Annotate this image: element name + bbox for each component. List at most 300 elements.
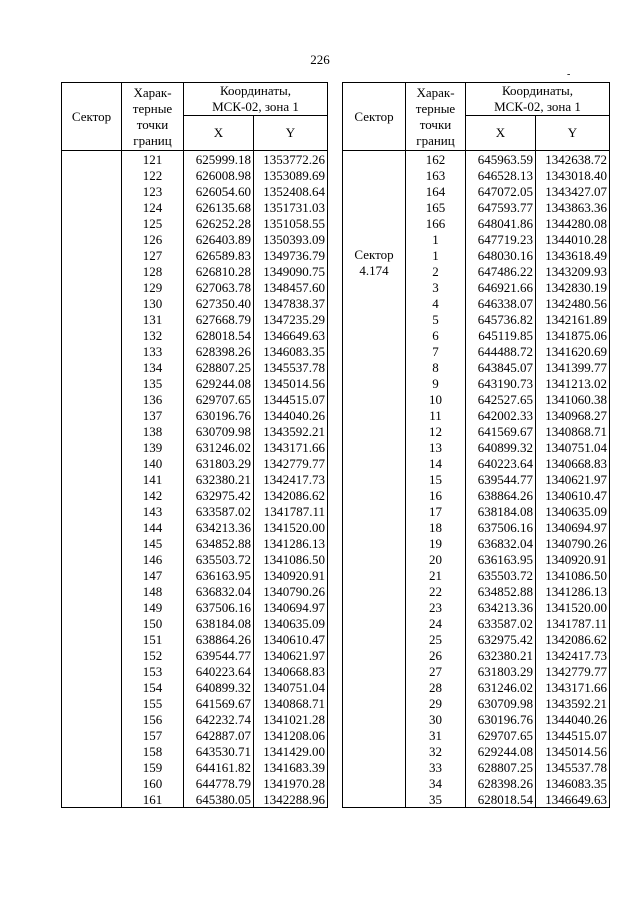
sector-cell xyxy=(62,263,122,279)
point-number-cell: 163 xyxy=(406,167,466,183)
sector-cell xyxy=(343,519,406,535)
sector-cell xyxy=(343,759,406,775)
table-row xyxy=(62,535,328,551)
table-row xyxy=(62,743,328,759)
x-coordinate-cell: 640223.64 xyxy=(466,455,536,471)
sector-cell xyxy=(343,215,406,231)
sector-cell xyxy=(343,327,406,343)
point-number-cell: 162 xyxy=(406,151,466,168)
x-coordinate-cell: 628807.25 xyxy=(184,359,254,375)
point-number-cell: 147 xyxy=(122,567,184,583)
point-number-cell: 133 xyxy=(122,343,184,359)
point-number-cell: 23 xyxy=(406,599,466,615)
y-coordinate-cell: 1348457.60 xyxy=(254,279,328,295)
table-row xyxy=(62,679,328,695)
x-coordinate-cell: 634852.88 xyxy=(466,583,536,599)
point-number-cell: 8 xyxy=(406,359,466,375)
sector-cell xyxy=(343,535,406,551)
y-coordinate-cell: 1353772.26 xyxy=(254,151,328,168)
y-coordinate-cell: 1340920.91 xyxy=(254,567,328,583)
table-row xyxy=(343,343,610,359)
y-coordinate-cell: 1340968.27 xyxy=(536,407,610,423)
table-row xyxy=(62,583,328,599)
page-number: 226 xyxy=(310,52,330,67)
y-coordinate-cell: 1342638.72 xyxy=(536,151,610,168)
x-coordinate-cell: 646338.07 xyxy=(466,295,536,311)
table-row xyxy=(62,727,328,743)
sector-cell xyxy=(62,615,122,631)
sector-cell xyxy=(343,295,406,311)
sector-cell xyxy=(62,775,122,791)
table-row xyxy=(62,423,328,439)
point-number-cell: 160 xyxy=(122,775,184,791)
table-row xyxy=(62,663,328,679)
y-coordinate-cell: 1340751.04 xyxy=(536,439,610,455)
point-number-cell: 135 xyxy=(122,375,184,391)
x-coordinate-cell: 629707.65 xyxy=(466,727,536,743)
point-number-cell: 22 xyxy=(406,583,466,599)
y-coordinate-cell: 1345537.78 xyxy=(536,759,610,775)
table-row xyxy=(343,455,610,471)
point-number-cell: 28 xyxy=(406,679,466,695)
sector-cell xyxy=(62,183,122,199)
point-number-cell: 9 xyxy=(406,375,466,391)
point-number-cell: 30 xyxy=(406,711,466,727)
header-sector: Сектор xyxy=(343,83,406,151)
point-number-cell: 158 xyxy=(122,743,184,759)
y-coordinate-cell: 1341620.69 xyxy=(536,343,610,359)
y-coordinate-cell: 1342417.73 xyxy=(254,471,328,487)
table-row xyxy=(62,151,328,168)
point-number-cell: 145 xyxy=(122,535,184,551)
left-table-body xyxy=(62,151,328,808)
table-row xyxy=(343,567,610,583)
x-coordinate-cell: 638184.08 xyxy=(466,503,536,519)
y-coordinate-cell: 1342288.96 xyxy=(254,791,328,808)
y-coordinate-cell: 1340920.91 xyxy=(536,551,610,567)
point-number-cell: 150 xyxy=(122,615,184,631)
y-coordinate-cell: 1341086.50 xyxy=(254,551,328,567)
table-row xyxy=(343,471,610,487)
point-number-cell: 130 xyxy=(122,295,184,311)
table-row xyxy=(343,407,610,423)
table-row xyxy=(343,791,610,808)
sector-cell xyxy=(343,407,406,423)
table-row xyxy=(343,663,610,679)
x-coordinate-cell: 632975.42 xyxy=(184,487,254,503)
table-row xyxy=(62,343,328,359)
x-coordinate-cell: 625999.18 xyxy=(184,151,254,168)
point-number-cell: 157 xyxy=(122,727,184,743)
sector-cell xyxy=(62,199,122,215)
point-number-cell: 13 xyxy=(406,439,466,455)
table-row xyxy=(62,711,328,727)
x-coordinate-cell: 647593.77 xyxy=(466,199,536,215)
right-table-body xyxy=(343,151,610,808)
y-coordinate-cell: 1342779.77 xyxy=(536,663,610,679)
table-row xyxy=(62,551,328,567)
x-coordinate-cell: 635503.72 xyxy=(466,567,536,583)
y-coordinate-cell: 1344515.07 xyxy=(536,727,610,743)
point-number-cell: 7 xyxy=(406,343,466,359)
y-coordinate-cell: 1347235.29 xyxy=(254,311,328,327)
table-row xyxy=(343,359,610,375)
y-coordinate-cell: 1346649.63 xyxy=(254,327,328,343)
point-number-cell: 34 xyxy=(406,775,466,791)
y-coordinate-cell: 1340610.47 xyxy=(254,631,328,647)
point-number-cell: 152 xyxy=(122,647,184,663)
x-coordinate-cell: 644161.82 xyxy=(184,759,254,775)
point-number-cell: 161 xyxy=(122,791,184,808)
table-row xyxy=(343,583,610,599)
point-number-cell: 29 xyxy=(406,695,466,711)
sector-cell xyxy=(343,599,406,615)
table-row xyxy=(343,375,610,391)
point-number-cell: 2 xyxy=(406,263,466,279)
sector-cell xyxy=(62,295,122,311)
x-coordinate-cell: 630196.76 xyxy=(184,407,254,423)
sector-cell xyxy=(62,631,122,647)
table-row xyxy=(62,631,328,647)
sector-cell xyxy=(343,343,406,359)
sector-cell xyxy=(62,327,122,343)
table-row xyxy=(343,423,610,439)
table-row xyxy=(62,327,328,343)
x-coordinate-cell: 647486.22 xyxy=(466,263,536,279)
x-coordinate-cell: 626252.28 xyxy=(184,215,254,231)
sector-cell xyxy=(62,583,122,599)
sector-cell xyxy=(62,231,122,247)
table-row xyxy=(62,503,328,519)
point-number-cell: 143 xyxy=(122,503,184,519)
point-number-cell: 131 xyxy=(122,311,184,327)
x-coordinate-cell: 634213.36 xyxy=(184,519,254,535)
table-row xyxy=(62,183,328,199)
y-coordinate-cell: 1340751.04 xyxy=(254,679,328,695)
table-row xyxy=(62,407,328,423)
y-coordinate-cell: 1342086.62 xyxy=(254,487,328,503)
x-coordinate-cell: 647719.23 xyxy=(466,231,536,247)
table-row xyxy=(62,231,328,247)
x-coordinate-cell: 634213.36 xyxy=(466,599,536,615)
sector-cell xyxy=(62,519,122,535)
y-coordinate-cell: 1343427.07 xyxy=(536,183,610,199)
x-coordinate-cell: 645736.82 xyxy=(466,311,536,327)
x-coordinate-cell: 645119.85 xyxy=(466,327,536,343)
table-row xyxy=(62,519,328,535)
x-coordinate-cell: 630709.98 xyxy=(184,423,254,439)
sector-cell xyxy=(62,407,122,423)
x-coordinate-cell: 632380.21 xyxy=(184,471,254,487)
x-coordinate-cell: 636163.95 xyxy=(466,551,536,567)
x-coordinate-cell: 626135.68 xyxy=(184,199,254,215)
table-row xyxy=(62,167,328,183)
y-coordinate-cell: 1344010.28 xyxy=(536,231,610,247)
x-coordinate-cell: 627350.40 xyxy=(184,295,254,311)
point-number-cell: 140 xyxy=(122,455,184,471)
x-coordinate-cell: 636832.04 xyxy=(466,535,536,551)
table-row xyxy=(343,279,610,295)
y-coordinate-cell: 1340790.26 xyxy=(254,583,328,599)
x-coordinate-cell: 642887.07 xyxy=(184,727,254,743)
x-coordinate-cell: 640223.64 xyxy=(184,663,254,679)
table-row xyxy=(62,647,328,663)
sector-cell xyxy=(62,455,122,471)
sector-cell xyxy=(62,663,122,679)
table-row xyxy=(62,471,328,487)
sector-cell xyxy=(62,311,122,327)
x-coordinate-cell: 626008.98 xyxy=(184,167,254,183)
table-row xyxy=(343,775,610,791)
y-coordinate-cell: 1340610.47 xyxy=(536,487,610,503)
y-coordinate-cell: 1346083.35 xyxy=(254,343,328,359)
y-coordinate-cell: 1344515.07 xyxy=(254,391,328,407)
point-number-cell: 156 xyxy=(122,711,184,727)
x-coordinate-cell: 628018.54 xyxy=(184,327,254,343)
table-row xyxy=(343,631,610,647)
table-row xyxy=(62,759,328,775)
point-number-cell: 134 xyxy=(122,359,184,375)
table-row xyxy=(343,327,610,343)
y-coordinate-cell: 1340868.71 xyxy=(254,695,328,711)
header-points: Харак- терные точки границ xyxy=(122,83,184,151)
x-coordinate-cell: 636163.95 xyxy=(184,567,254,583)
table-row xyxy=(343,727,610,743)
table-row xyxy=(62,487,328,503)
x-coordinate-cell: 643190.73 xyxy=(466,375,536,391)
point-number-cell: 17 xyxy=(406,503,466,519)
table-row xyxy=(62,615,328,631)
y-coordinate-cell: 1343592.21 xyxy=(254,423,328,439)
y-coordinate-cell: 1343618.49 xyxy=(536,247,610,263)
scan-speck: - xyxy=(567,69,571,80)
table-row xyxy=(62,295,328,311)
point-number-cell: 122 xyxy=(122,167,184,183)
table-row xyxy=(343,311,610,327)
table-row xyxy=(62,375,328,391)
table-row xyxy=(343,679,610,695)
y-coordinate-cell: 1340694.97 xyxy=(254,599,328,615)
x-coordinate-cell: 644488.72 xyxy=(466,343,536,359)
y-coordinate-cell: 1340694.97 xyxy=(536,519,610,535)
sector-cell xyxy=(343,727,406,743)
x-coordinate-cell: 627668.79 xyxy=(184,311,254,327)
point-number-cell: 5 xyxy=(406,311,466,327)
sector-cell xyxy=(62,567,122,583)
point-number-cell: 155 xyxy=(122,695,184,711)
sector-cell xyxy=(62,247,122,263)
y-coordinate-cell: 1346649.63 xyxy=(536,791,610,808)
table-row xyxy=(62,263,328,279)
point-number-cell: 1 xyxy=(406,231,466,247)
sector-cell xyxy=(343,711,406,727)
y-coordinate-cell: 1345014.56 xyxy=(536,743,610,759)
sector-cell xyxy=(343,183,406,199)
point-number-cell: 136 xyxy=(122,391,184,407)
x-coordinate-cell: 642232.74 xyxy=(184,711,254,727)
point-number-cell: 123 xyxy=(122,183,184,199)
table-row xyxy=(62,455,328,471)
x-coordinate-cell: 638864.26 xyxy=(184,631,254,647)
y-coordinate-cell: 1341520.00 xyxy=(536,599,610,615)
point-number-cell: 144 xyxy=(122,519,184,535)
sector-cell: Сектор xyxy=(343,247,406,263)
y-coordinate-cell: 1343171.66 xyxy=(254,439,328,455)
x-coordinate-cell: 648041.86 xyxy=(466,215,536,231)
point-number-cell: 146 xyxy=(122,551,184,567)
table-row xyxy=(62,391,328,407)
sector-cell xyxy=(343,151,406,168)
sector-cell xyxy=(343,391,406,407)
sector-cell xyxy=(343,455,406,471)
table-row xyxy=(343,487,610,503)
y-coordinate-cell: 1344040.26 xyxy=(536,711,610,727)
table-row xyxy=(62,695,328,711)
y-coordinate-cell: 1343171.66 xyxy=(536,679,610,695)
point-number-cell: 25 xyxy=(406,631,466,647)
x-coordinate-cell: 642002.33 xyxy=(466,407,536,423)
sector-cell xyxy=(62,359,122,375)
point-number-cell: 153 xyxy=(122,663,184,679)
point-number-cell: 121 xyxy=(122,151,184,168)
y-coordinate-cell: 1341399.77 xyxy=(536,359,610,375)
y-coordinate-cell: 1343863.36 xyxy=(536,199,610,215)
x-coordinate-cell: 633587.02 xyxy=(184,503,254,519)
sector-cell xyxy=(62,439,122,455)
x-coordinate-cell: 647072.05 xyxy=(466,183,536,199)
sector-cell xyxy=(343,167,406,183)
y-coordinate-cell: 1344280.08 xyxy=(536,215,610,231)
y-coordinate-cell: 1341970.28 xyxy=(254,775,328,791)
point-number-cell: 159 xyxy=(122,759,184,775)
y-coordinate-cell: 1341520.00 xyxy=(254,519,328,535)
table-row xyxy=(343,231,610,247)
table-row xyxy=(343,695,610,711)
x-coordinate-cell: 628018.54 xyxy=(466,791,536,808)
y-coordinate-cell: 1340635.09 xyxy=(536,503,610,519)
table-row xyxy=(343,199,610,215)
y-coordinate-cell: 1341286.13 xyxy=(536,583,610,599)
x-coordinate-cell: 637506.16 xyxy=(184,599,254,615)
table-row xyxy=(62,311,328,327)
y-coordinate-cell: 1343018.40 xyxy=(536,167,610,183)
coordinates-table-right xyxy=(342,82,610,808)
sector-cell xyxy=(343,471,406,487)
y-coordinate-cell: 1353089.69 xyxy=(254,167,328,183)
table-row xyxy=(343,519,610,535)
x-coordinate-cell: 626810.28 xyxy=(184,263,254,279)
table-row xyxy=(343,647,610,663)
sector-cell xyxy=(62,471,122,487)
x-coordinate-cell: 638864.26 xyxy=(466,487,536,503)
table-row xyxy=(343,151,610,168)
sector-cell xyxy=(343,647,406,663)
header-x: X xyxy=(184,116,254,151)
sector-cell xyxy=(343,199,406,215)
x-coordinate-cell: 636832.04 xyxy=(184,583,254,599)
point-number-cell: 154 xyxy=(122,679,184,695)
y-coordinate-cell: 1349090.75 xyxy=(254,263,328,279)
x-coordinate-cell: 643845.07 xyxy=(466,359,536,375)
x-coordinate-cell: 646921.66 xyxy=(466,279,536,295)
y-coordinate-cell: 1341208.06 xyxy=(254,727,328,743)
sector-cell xyxy=(62,487,122,503)
point-number-cell: 3 xyxy=(406,279,466,295)
table-row xyxy=(62,775,328,791)
x-coordinate-cell: 641569.67 xyxy=(184,695,254,711)
sector-cell xyxy=(343,631,406,647)
table-row xyxy=(62,247,328,263)
header-x: X xyxy=(466,116,536,151)
sector-cell xyxy=(62,791,122,808)
y-coordinate-cell: 1341787.11 xyxy=(254,503,328,519)
sector-cell xyxy=(62,151,122,168)
x-coordinate-cell: 645380.05 xyxy=(184,791,254,808)
sector-cell xyxy=(62,375,122,391)
sector-cell xyxy=(343,439,406,455)
y-coordinate-cell: 1343209.93 xyxy=(536,263,610,279)
table-row xyxy=(343,615,610,631)
sector-cell xyxy=(343,695,406,711)
table-row xyxy=(343,183,610,199)
coordinates-table-left xyxy=(61,82,328,808)
point-number-cell: 125 xyxy=(122,215,184,231)
table-row xyxy=(343,167,610,183)
y-coordinate-cell: 1341213.02 xyxy=(536,375,610,391)
header-y: Y xyxy=(536,116,610,151)
point-number-cell: 142 xyxy=(122,487,184,503)
y-coordinate-cell: 1340621.97 xyxy=(536,471,610,487)
y-coordinate-cell: 1340790.26 xyxy=(536,535,610,551)
x-coordinate-cell: 632380.21 xyxy=(466,647,536,663)
point-number-cell: 139 xyxy=(122,439,184,455)
sector-cell xyxy=(343,503,406,519)
y-coordinate-cell: 1351731.03 xyxy=(254,199,328,215)
sector-cell xyxy=(343,567,406,583)
sector-cell xyxy=(62,679,122,695)
sector-cell xyxy=(62,695,122,711)
sector-cell xyxy=(343,359,406,375)
point-number-cell: 26 xyxy=(406,647,466,663)
y-coordinate-cell: 1341286.13 xyxy=(254,535,328,551)
table-row xyxy=(343,391,610,407)
x-coordinate-cell: 633587.02 xyxy=(466,615,536,631)
y-coordinate-cell: 1342417.73 xyxy=(536,647,610,663)
y-coordinate-cell: 1341683.39 xyxy=(254,759,328,775)
x-coordinate-cell: 638184.08 xyxy=(184,615,254,631)
point-number-cell: 1 xyxy=(406,247,466,263)
x-coordinate-cell: 640899.32 xyxy=(466,439,536,455)
point-number-cell: 32 xyxy=(406,743,466,759)
sector-cell xyxy=(62,423,122,439)
table-row xyxy=(343,743,610,759)
x-coordinate-cell: 630196.76 xyxy=(466,711,536,727)
table-row xyxy=(343,599,610,615)
point-number-cell: 148 xyxy=(122,583,184,599)
table-row xyxy=(343,263,610,279)
table-row xyxy=(343,439,610,455)
y-coordinate-cell: 1343592.21 xyxy=(536,695,610,711)
y-coordinate-cell: 1347838.37 xyxy=(254,295,328,311)
y-coordinate-cell: 1342779.77 xyxy=(254,455,328,471)
y-coordinate-cell: 1345537.78 xyxy=(254,359,328,375)
table-row xyxy=(343,551,610,567)
sector-cell xyxy=(343,663,406,679)
x-coordinate-cell: 645963.59 xyxy=(466,151,536,168)
sector-cell xyxy=(62,167,122,183)
y-coordinate-cell: 1352408.64 xyxy=(254,183,328,199)
y-coordinate-cell: 1341787.11 xyxy=(536,615,610,631)
